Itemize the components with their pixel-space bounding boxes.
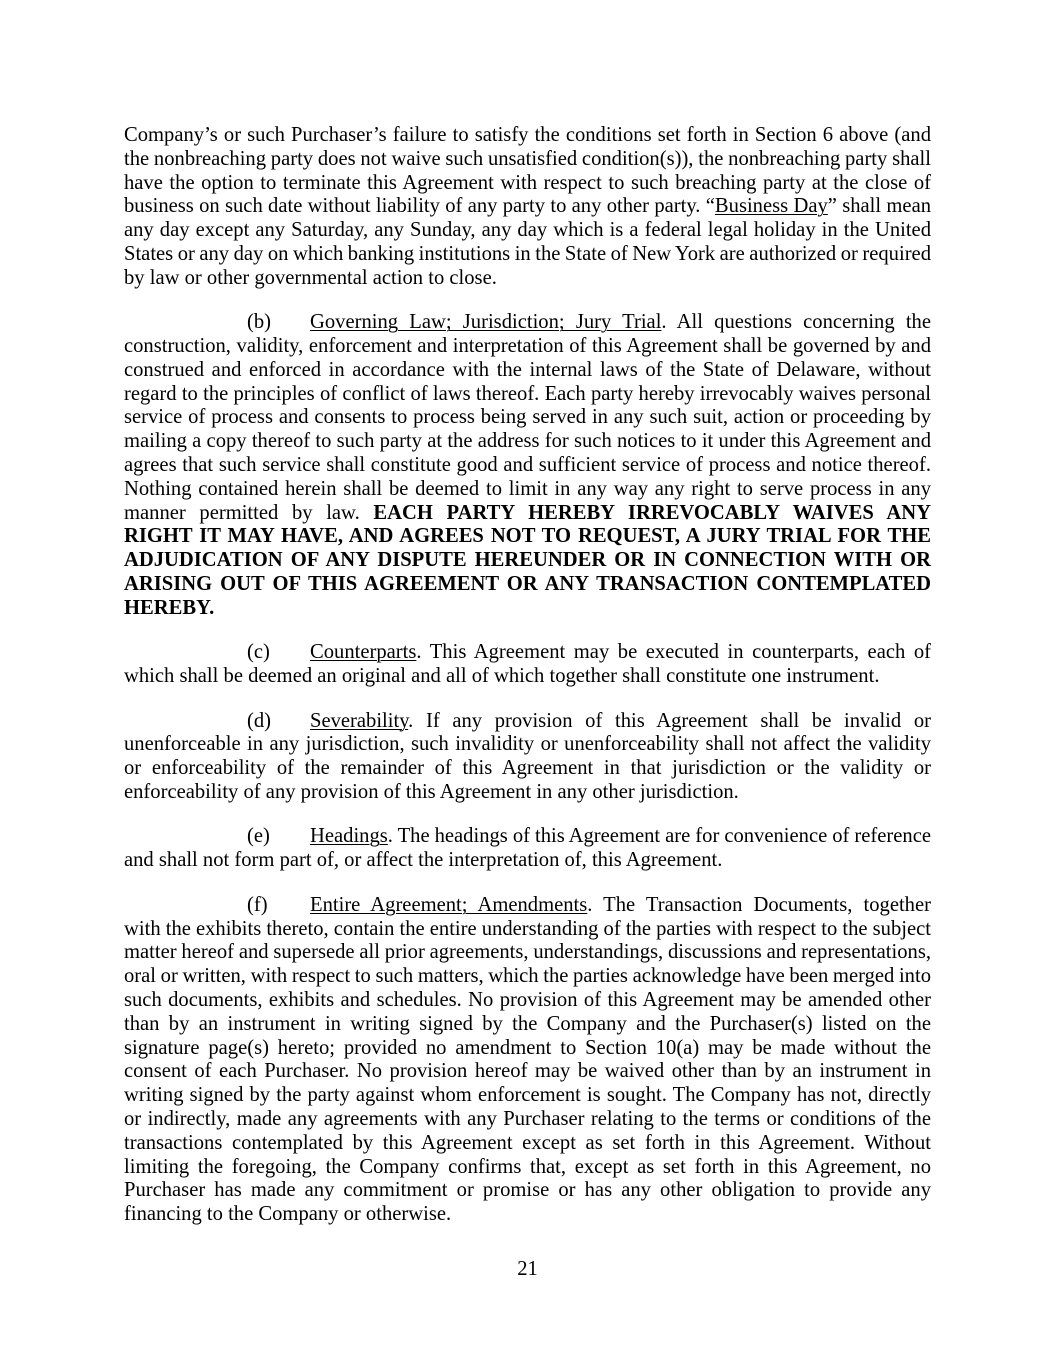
- paragraph-counterparts: [124, 641, 931, 689]
- text-segment: ” shall mean: [827, 195, 932, 218]
- section-heading: Headings: [310, 825, 388, 848]
- text-line: or indirectly, made any agreements with any Purchaser relating to the terms or conditions of the: [124, 1107, 931, 1130]
- jury-waiver-bold-line: RIGHT IT MAY HAVE, AND AGREES NOT TO REQUEST, A JURY TRIAL FOR THE: [124, 525, 931, 548]
- text-line: the nonbreaching party does not waive such unsatisfied condition(s)), the nonbreaching party shall: [124, 147, 931, 170]
- section-label: (e): [247, 825, 270, 848]
- text-line: which shall be deemed an original and all of which together shall constitute one instrument.: [124, 665, 880, 688]
- jury-waiver-bold-line: HEREBY.: [124, 596, 215, 619]
- section-heading: Governing Law; Jurisdiction; Jury Trial: [310, 311, 662, 334]
- paragraph-first-line: [124, 311, 931, 335]
- section-heading: Entire Agreement; Amendments: [310, 893, 588, 916]
- text-segment: . The headings of this Agreement are for convenience of reference: [387, 825, 931, 848]
- text-segment: manner permitted by law.: [124, 501, 374, 524]
- paragraph-termination-continued: [124, 124, 931, 291]
- defined-term-business-day: Business Day: [714, 195, 828, 218]
- text-line: writing signed by the party against whom enforcement is sought. The Company has not, directly: [124, 1084, 931, 1107]
- paragraph-headings: [124, 825, 931, 873]
- text-line: construed and enforced in accordance with the internal laws of the State of Delaware, without: [124, 358, 931, 381]
- text-line: regard to the principles of conflict of laws thereof. Each party hereby irrevocably waives personal: [124, 382, 931, 405]
- text-segment: business on such date without liability of any party to any other party. “: [124, 195, 715, 218]
- text-line: enforceability of any provision of this Agreement in any other jurisdiction.: [124, 780, 739, 803]
- paragraph-first-line: [124, 710, 931, 734]
- text-segment: . The Transaction Documents, together: [587, 893, 931, 916]
- text-line: than by an instrument in writing signed by the Company and the Purchaser(s) listed on the: [124, 1012, 931, 1035]
- text-line: signature page(s) hereto; provided no amendment to Section 10(a) may be made without the: [124, 1036, 931, 1059]
- text-line: mailing a copy thereof to such party at the address for such notices to it under this Agreement and: [124, 430, 931, 453]
- first-line-text: [310, 710, 931, 734]
- text-line: service of process and consents to process being served in any such suit, action or proceeding by: [124, 406, 931, 429]
- jury-waiver-bold-line: ARISING OUT OF THIS AGREEMENT OR ANY TRANSACTION CONTEMPLATED: [124, 573, 931, 596]
- section-label: (b): [247, 311, 272, 334]
- text-line: matter hereof and supersede all prior agreements, understandings, discussions and representations,: [124, 941, 931, 964]
- paragraph-entire-agreement: [124, 894, 931, 1227]
- text-line: Company’s or such Purchaser’s failure to satisfy the conditions set forth in Section 6 above (and: [124, 124, 931, 146]
- text-segment: . This Agreement may be executed in counterparts, each of: [416, 641, 931, 664]
- paragraph-severability: [124, 710, 931, 805]
- jury-waiver-bold-line: ADJUDICATION OF ANY DISPUTE HEREUNDER OR IN CONNECTION WITH OR: [124, 549, 931, 572]
- text-line: by law or other governmental action to close.: [124, 266, 497, 289]
- text-line: and shall not form part of, or affect the interpretation of, this Agreement.: [124, 849, 723, 872]
- first-line-text: [310, 641, 931, 665]
- paragraph-governing-law: [124, 311, 931, 620]
- first-line-text: [310, 311, 931, 335]
- text-line: consent of each Purchaser. No provision hereof may be waived other than by an instrument in: [124, 1060, 931, 1083]
- section-heading: Counterparts: [310, 641, 417, 664]
- section-label: (c): [247, 641, 270, 664]
- text-segment: . All questions concerning the: [661, 311, 931, 334]
- first-line-text: [310, 825, 931, 849]
- text-segment: . If any provision of this Agreement shall be invalid or: [408, 709, 931, 732]
- paragraph-first-line: [124, 894, 931, 918]
- page-number: 21: [517, 1258, 538, 1280]
- text-line: any day except any Saturday, any Sunday, any day which is a federal legal holiday in the United: [124, 219, 931, 242]
- paragraph-first-line: [124, 641, 931, 665]
- text-line: such documents, exhibits and schedules. No provision of this Agreement may be amended other: [124, 988, 931, 1011]
- section-label: (d): [247, 709, 272, 732]
- text-line: unenforceable in any jurisdiction, such invalidity or unenforceability shall not affect the validity: [124, 733, 931, 756]
- text-line: States or any day on which banking institutions in the State of New York are authorized or required: [124, 242, 931, 265]
- paragraph-first-line: [124, 825, 931, 849]
- text-line: [124, 195, 931, 219]
- text-line: oral or written, with respect to such matters, which the parties acknowledge have been merged into: [124, 965, 931, 988]
- text-line: Nothing contained herein shall be deemed to limit in any way any right to serve process in any: [124, 477, 931, 500]
- first-line-text: [310, 894, 931, 918]
- text-line: or enforceability of the remainder of this Agreement in that jurisdiction or the validity or: [124, 757, 931, 780]
- text-line: Purchaser has made any commitment or promise or has any other obligation to provide any: [124, 1179, 931, 1202]
- text-line: limiting the foregoing, the Company confirms that, except as set forth in this Agreement, no: [124, 1155, 931, 1178]
- text-line: financing to the Company or otherwise.: [124, 1203, 452, 1226]
- jury-waiver-bold-text: EACH PARTY HEREBY IRREVOCABLY WAIVES ANY: [373, 501, 931, 524]
- text-line: construction, validity, enforcement and interpretation of this Agreement shall be governed by and: [124, 335, 931, 358]
- text-line: have the option to terminate this Agreement with respect to such breaching party at the close of: [124, 171, 931, 194]
- page-body: [124, 124, 931, 1227]
- text-line: agrees that such service shall constitute good and sufficient service of process and notice thereof.: [124, 454, 931, 477]
- section-heading: Severability: [310, 709, 409, 732]
- text-line: with the exhibits thereto, contain the entire understanding of the parties with respect to the subject: [124, 917, 931, 940]
- section-label: (f): [247, 893, 268, 916]
- text-line: transactions contemplated by this Agreement except as set forth in this Agreement. Without: [124, 1131, 931, 1154]
- text-line: [124, 502, 931, 526]
